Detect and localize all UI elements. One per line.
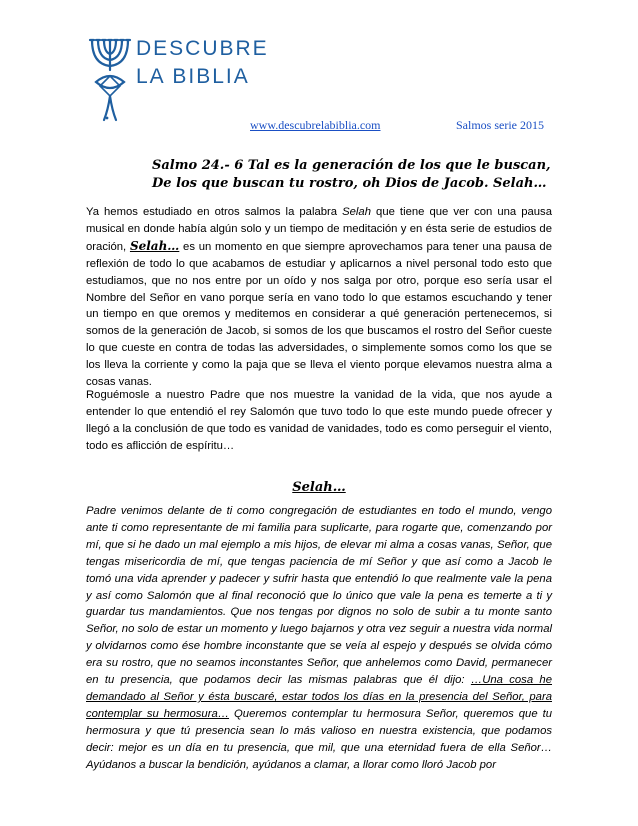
title-line-1: Salmo 24.- 6 Tal es la generación de los que le buscan, [152, 158, 551, 173]
title-line-2: De los que buscan tu rostro, oh Dios de Jacob. Selah… [152, 176, 547, 191]
page-title [152, 157, 551, 193]
para1-selah-bold: Selah… [129, 238, 180, 253]
paragraph-solomon: Roguémosle a nuestro Padre que nos muestre la vanidad de la vida, que nos ayude a entender lo que entendió el rey Salomón que tuvo todo lo que este mundo puede ofrecer y llegó a la conclusión de que todo es vanidad de vanidades, todo es como perseguir el viento, todo es aflicción de espíritu… [86, 389, 552, 452]
prayer-text-b: Queremos contemplar tu hermosura Señor, queremos que tu hermosura y que tú presencia sean lo más valioso en nuestra existencia, que podamos decir: mejor es un día en tu presencia, que mil, que una eternidad fuera de ella Señor… Ayúdanos a buscar la bendición, ayúdanos a clamar, a llorar como lloró Jacob por [86, 707, 552, 771]
series-label: Salmos serie 2015 [456, 118, 544, 132]
para1-text-a: Ya hemos estudiado en otros salmos la palabra [86, 206, 343, 218]
menorah-fish-icon [86, 30, 134, 126]
site-link[interactable]: www.descubrelabiblia.com [250, 118, 381, 132]
para1-text-c: es un momento en que siempre aprovechamos para tener una pausa de reflexión de todo lo que acabamos de estudiar y aplicarnos a nivel personal todo esto que estudiamos, que no nos entre por un oído y nos salga por otro, porque eso sería usar el Nombre del Señor en vano porque sería en vano todo lo que estamos escuchando y tener un tiempo en que oremos y meditemos en considerar a qué generación pertenecemos, si somos de la generación de Jacob, si somos de los que buscamos el rostro del Señor cueste lo que cueste en contra de todas las adversidades, o simplemente somos como los que se los lleva la corriente y como la paja que se lleva el viento porque elevamos nuestra alma a cosas vanas. [86, 240, 552, 389]
para1-text-b: que tiene que ver con una pausa musical en donde había algún solo y un tiempo de meditación y en ésta serie de estudios de oración, [86, 206, 552, 253]
logo-line-2: LA BIBLIA [136, 65, 250, 88]
selah-heading: Selah… [292, 480, 346, 495]
prayer-quote: …Una cosa he demandado al Señor y ésta buscaré, estar todos los días en la presencia del Señor, para contemplar su hermosura… [86, 674, 552, 720]
paragraph-prayer [86, 503, 552, 774]
prayer-text-a: Padre venimos delante de ti como congregación de estudiantes en todo el mundo, vengo ante ti como representante de mi familia para suplicarte, para rogarte que, comenzando por mí, que si he dado un mal ejemplo a mis hijos, de elevar mi alma a cosas vanas, Señor, que tengas misericordia de mí, que tengas paciencia de mí Señor y que así como a Jacob le tomó una vida aprender y padecer y sufrir hasta que entendió lo que realmente vale la pena y así como Salomón que al final reconoció que lo único que vale la pena es temerte a ti y guardar tus mandamientos. Que nos tengas por dignos no solo de subir a tu monte santo Señor, no solo de estar un momento y luego bajarnos y otra vez seguir a nuestra vida normal y olvidarnos como ése hombre inconstante que se veía al espejo y después se olvida cómo era su rostro, que no seamos inconstantes Señor, que anhelemos como David, permanecer en tu presencia, que podamos decir las mismas palabras que él dijo: [86, 505, 552, 687]
paragraph-intro [86, 204, 552, 391]
para1-selah-italic: Selah [342, 206, 372, 218]
logo-line-1: DESCUBRE [136, 37, 269, 60]
logo [86, 30, 269, 126]
